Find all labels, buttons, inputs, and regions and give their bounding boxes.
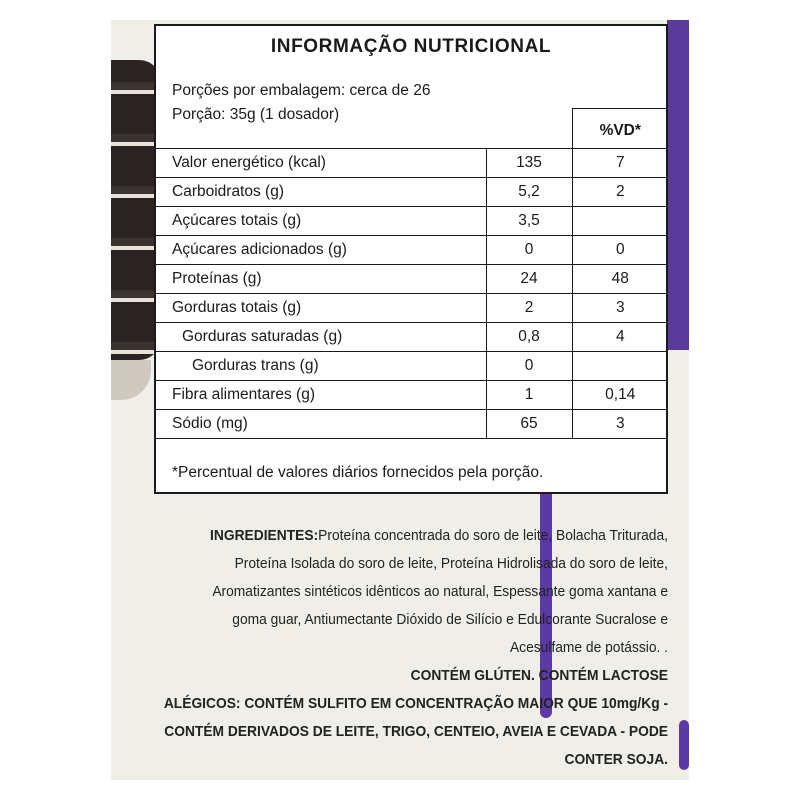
row-label: Gorduras trans (g): [156, 352, 486, 381]
ingredients-line: Acesulfame de potássio. .: [509, 639, 668, 656]
table-row: [156, 410, 668, 439]
row-label: Açúcares totais (g): [156, 207, 486, 236]
ingredients-block: [164, 522, 668, 774]
ingredients-line: Proteína Isolada do soro de leite, Proteína Hidrolisada do soro de leite,: [234, 555, 668, 572]
row-label: Valor energético (kcal): [156, 149, 486, 178]
row-vd: 48: [572, 265, 668, 294]
row-label: Sódio (mg): [156, 410, 486, 439]
nutrition-facts-table: [154, 24, 668, 494]
table-row: [156, 149, 668, 178]
table-row: [156, 178, 668, 207]
allergen-warning: CONTER SOJA.: [564, 751, 668, 768]
ingredients-heading: INGREDIENTES:: [210, 527, 319, 544]
table-row: [156, 207, 668, 236]
allergen-warning: CONTÉM GLÚTEN. CONTÉM LACTOSE: [410, 667, 668, 684]
row-vd: [572, 352, 668, 381]
table-row: [156, 294, 668, 323]
row-label: Carboidratos (g): [156, 178, 486, 207]
row-label: Fibra alimentares (g): [156, 381, 486, 410]
row-vd: [572, 207, 668, 236]
row-vd: 2: [572, 178, 668, 207]
purple-splash: [667, 20, 689, 350]
row-vd: 0,14: [572, 381, 668, 410]
row-vd: 3: [572, 294, 668, 323]
purple-drip-small: [679, 720, 689, 770]
row-vd: 7: [572, 149, 668, 178]
row-value: 135: [486, 149, 572, 178]
row-vd: 3: [572, 410, 668, 439]
nutrition-title: INFORMAÇÃO NUTRICIONAL: [270, 36, 552, 57]
ingredients-line: goma guar, Antiumectante Dióxido de Silício e Edulcorante Sucralose e: [232, 611, 668, 628]
row-label: Gorduras saturadas (g): [156, 323, 486, 352]
table-row: [156, 352, 668, 381]
row-value: 24: [486, 265, 572, 294]
table-row: [156, 323, 668, 352]
row-value: 0: [486, 352, 572, 381]
table-header-row: [156, 109, 668, 149]
row-label: Proteínas (g): [156, 265, 486, 294]
row-value: 2: [486, 294, 572, 323]
row-vd: 0: [572, 236, 668, 265]
servings-per-package: Porções por embalagem: cerca de 26: [172, 82, 431, 99]
table-row: [156, 381, 668, 410]
row-value: 3,5: [486, 207, 572, 236]
row-label: Gorduras totais (g): [156, 294, 486, 323]
nutrition-grid: [156, 108, 668, 439]
row-value: 0: [486, 236, 572, 265]
serving-size: Porção: 35g (1 dosador): [172, 106, 340, 123]
ingredients-line: Aromatizantes sintéticos idênticos ao natural, Espessante goma xantana e: [212, 583, 668, 600]
ingredients-text: Proteína concentrada do soro de leite, Bolacha Triturada,: [318, 527, 668, 544]
row-value: 5,2: [486, 178, 572, 207]
allergen-warning: ALÉGICOS: CONTÉM SULFITO EM CONCENTRAÇÃO MAIOR QUE 10mg/Kg -: [163, 695, 669, 712]
table-row: [156, 236, 668, 265]
row-vd: 4: [572, 323, 668, 352]
ingredients-line: [164, 522, 668, 550]
row-label: Açúcares adicionados (g): [156, 236, 486, 265]
table-row: [156, 265, 668, 294]
vd-footnote: *Percentual de valores diários fornecidos pela porção.: [172, 464, 544, 481]
row-value: 65: [486, 410, 572, 439]
row-value: 0,8: [486, 323, 572, 352]
row-value: 1: [486, 381, 572, 410]
vd-header: %VD*: [572, 109, 668, 149]
allergen-warning: CONTÉM DERIVADOS DE LEITE, TRIGO, CENTEIO, AVEIA E CEVADA - PODE: [164, 723, 668, 740]
